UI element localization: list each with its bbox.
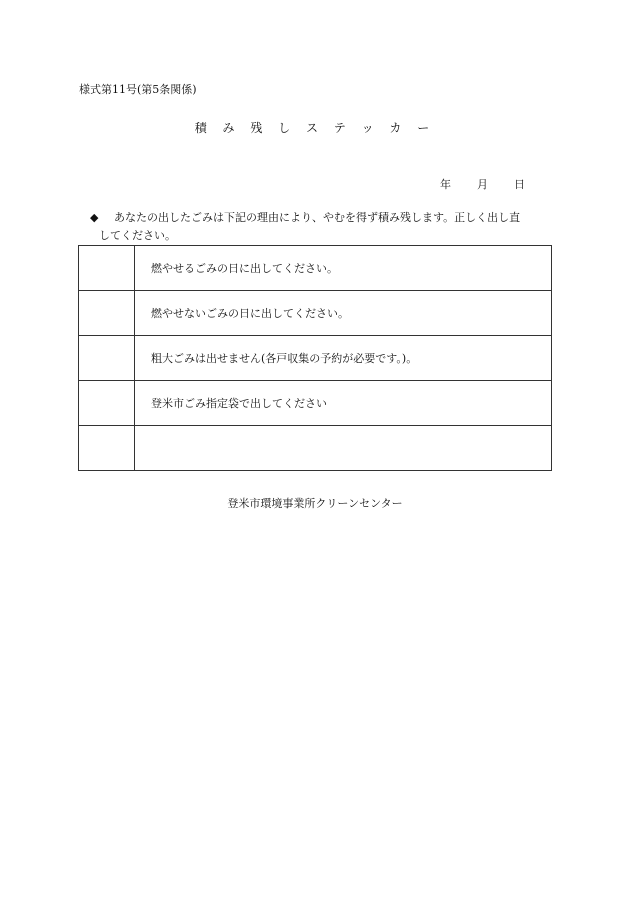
notice-line-1 (79, 209, 551, 227)
notice-line-2: してください。 (99, 229, 176, 242)
month-label: 月 (477, 178, 488, 191)
reason-text: 燃やせないごみの日に出してください。 (135, 291, 552, 336)
reason-text-blank[interactable] (135, 426, 552, 471)
table-row (79, 336, 552, 381)
table-row (79, 246, 552, 291)
page-title: 積 み 残 し ス テ ッ カ ー (194, 121, 436, 135)
check-box-cell[interactable] (79, 291, 135, 336)
table-row (79, 291, 552, 336)
check-box-cell[interactable] (79, 246, 135, 291)
reason-text: 登米市ごみ指定袋で出してください (135, 381, 552, 426)
diamond-bullet-icon: ◆ (90, 211, 99, 224)
reason-text: 燃やせるごみの日に出してください。 (135, 246, 552, 291)
form-number: 様式第11号(第5条関係) (79, 83, 197, 96)
reason-table (78, 245, 552, 471)
check-box-cell[interactable] (79, 336, 135, 381)
year-label: 年 (440, 178, 451, 191)
notice-text (79, 209, 551, 245)
issuer-name: 登米市環境事業所クリーンセンター (227, 497, 403, 510)
table-row (79, 381, 552, 426)
date-line (440, 176, 525, 192)
notice-line-1-text: あなたの出したごみは下記の理由により、やむを得ず積み残します。正しく出し直 (114, 211, 521, 224)
check-box-cell[interactable] (79, 381, 135, 426)
check-box-cell[interactable] (79, 426, 135, 471)
table-row (79, 426, 552, 471)
day-label: 日 (514, 178, 525, 191)
reason-text: 粗大ごみは出せません(各戸収集の予約が必要です。)。 (135, 336, 552, 381)
